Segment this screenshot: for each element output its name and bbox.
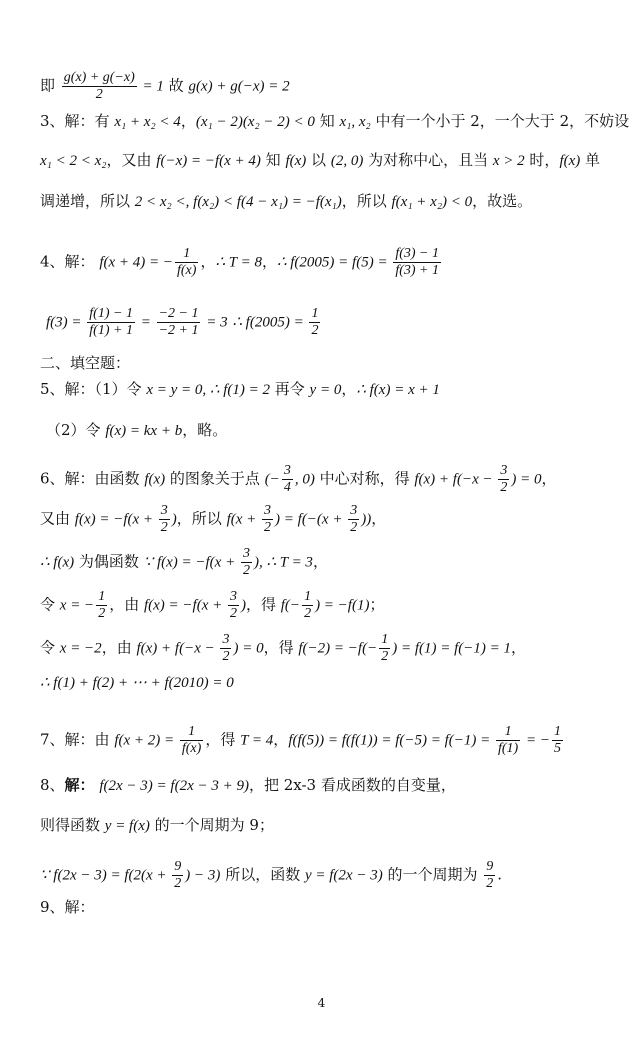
text-run: 的一个周期为 [382,865,483,884]
fraction-numerator: 1 [180,724,203,741]
fraction-numerator: 3 [498,463,509,480]
math-expression: ) = 0 [233,640,264,657]
math-expression: ∴ T = 8 [215,254,262,271]
fraction-numerator: 1 [96,589,107,606]
fraction-denominator: −2 + 1 [158,323,199,339]
math-expression: f(−2) = −f(− [298,640,378,657]
text-run: ， [312,552,328,571]
text-run: . [497,865,503,884]
text-run: ，得 [205,730,241,749]
text-run: ，把 2x-3 看成函数的自变量， [248,776,456,794]
math-expression: T = 4 [240,732,274,749]
math-expression: (x₁ − 2)(x₂ − 2) < 0 [195,114,315,130]
text-run: ， [200,252,216,271]
math-expression: (2, 0) [330,153,364,169]
fraction-numerator: 9 [484,859,495,876]
text-run: （2）令 [46,421,106,439]
text-run: 3、解：有 [40,112,115,130]
text-run: 知 [260,151,286,169]
fraction [87,306,135,339]
math-expression: f(x + [226,511,261,528]
fraction [309,306,320,339]
text-run: ，又由 [106,151,157,169]
fraction-denominator: f(1) [498,741,519,757]
fraction [484,859,495,892]
text-line [40,192,623,211]
math-expression: ), ∴ T = 3 [253,554,313,571]
fraction [302,589,313,622]
text-run: 知 [314,112,340,130]
math-expression: f(x) + f(−x − [414,471,497,488]
fraction-denominator: 2 [95,87,103,103]
text-run: 为对称中心，且当 [363,151,493,169]
text-run: 再令 [270,380,310,398]
text-run: ， [541,469,557,488]
fraction [393,246,441,279]
text-run: ， [180,112,196,130]
text-line [40,246,623,279]
fraction-numerator: 1 [175,246,198,263]
math-expression: f(−x) = −f(x + 4) [156,153,261,169]
fraction [498,463,509,496]
fraction-numerator: 1 [302,589,313,606]
fraction-numerator: f(1) − 1 [87,306,135,323]
math-expression: (− [264,471,280,488]
fraction-denominator: f(x) [181,741,202,757]
fraction [175,246,198,279]
text-line [40,776,623,795]
math-expression: , 0) [294,471,315,488]
math-expression: ∵ f(x) = −f(x + [143,554,239,571]
math-expression: f(− [280,597,301,614]
text-run: 8、 [40,776,65,794]
fraction-numerator: 3 [241,546,252,563]
fraction-denominator: 2 [222,649,230,665]
math-expression: ) = −f(1) [315,597,370,614]
math-expression: x₁, x₂ [339,114,371,130]
page-number: 4 [317,996,326,1010]
fraction-numerator: 3 [282,463,293,480]
fraction [228,589,239,622]
text-line [40,151,623,170]
text-line [40,589,623,622]
fraction-numerator: 3 [228,589,239,606]
math-expression: y = f(2x − 3) [304,867,383,884]
text-run: 单 [580,151,601,169]
text-run: ，所以 [341,192,392,210]
math-expression: = [136,314,155,331]
text-run: 解： [64,776,95,794]
math-expression: = 1 [138,78,164,95]
fraction-denominator: 2 [500,480,508,496]
fraction [241,546,252,579]
fraction-denominator: 2 [350,520,358,536]
text-line [40,70,623,103]
text-line [40,354,623,372]
math-expression: f(x) [144,471,166,488]
fraction-numerator: 1 [496,724,520,741]
fraction [348,503,359,536]
fraction-denominator: 2 [98,606,106,622]
text-run: ， [261,252,277,271]
text-run: 9、解： [40,898,95,916]
math-expression: x₁ + x₂ < 4 [114,114,181,130]
math-expression: f(x₁ + x₂) < 0 [391,194,473,210]
text-run: ， [371,509,387,528]
text-run: 中心对称，得 [314,469,415,488]
fraction-numerator: f(3) − 1 [393,246,441,263]
text-run: 时， [524,151,560,169]
math-expression: f(x + 4) = − [99,254,173,271]
fraction-denominator: 2 [311,323,319,339]
fraction [172,859,183,892]
text-run: 中有一个小于 2，一个大于 2，不妨设 [370,112,630,130]
text-run: ，故选。 [472,192,533,210]
text-run: 调递增，所以 [40,192,135,210]
fraction-numerator: g(x) + g(−x) [62,70,137,87]
fraction-denominator: 5 [553,741,561,757]
text-run: 又由 [40,509,75,528]
text-run: 以 [306,151,331,169]
math-expression: )) [361,511,372,528]
fraction-denominator: 2 [264,520,272,536]
math-expression: f(x) = kx + b [105,423,183,439]
text-run: ， [511,638,527,657]
text-line [40,503,623,536]
math-expression: f(3) = [46,314,86,331]
text-run: 6、解：由函数 [40,469,145,488]
math-expression: ) [240,597,246,614]
text-run: 的图象关于点 [165,469,265,488]
text-run: 即 [40,76,60,95]
math-expression: x = −2 [59,640,102,657]
math-expression: ∴ f(2005) = [232,314,308,331]
math-expression: f(x) = −f(x + [143,597,226,614]
math-expression: x = y = 0, ∴ f(1) = 2 [146,382,270,398]
fraction-denominator: 2 [381,649,389,665]
text-run: ，由 [101,638,137,657]
fraction [96,589,107,622]
text-run: ， [273,730,289,749]
math-expression: ) = f(1) = f(−1) = 1 [392,640,512,657]
math-expression: f(x) + f(−x − [136,640,219,657]
text-line [40,816,623,835]
text-run: 5、解：（1）令 [40,380,147,398]
math-expression: f(x + 2) = [114,732,178,749]
fraction-denominator: 2 [304,606,312,622]
math-expression: 2 < x₂ <, f(x₂) < f(4 − x₁) = −f(x₁) [134,194,342,210]
math-expression: ∴ f(1) + f(2) + ⋯ + f(2010) = 0 [40,675,234,691]
fraction-numerator: −2 − 1 [157,306,201,323]
text-run: 故 [163,76,189,95]
text-run: ，略。 [182,421,228,439]
fraction [282,463,293,496]
text-run: ； [369,595,385,614]
fraction-denominator: f(x) [177,263,197,279]
math-expression: y = f(x) [104,818,150,834]
text-run: ， [341,380,357,398]
math-expression: x > 2 [492,153,525,169]
fraction [157,306,201,339]
fraction-numerator: 1 [379,632,390,649]
fraction-denominator: 4 [283,480,291,496]
text-run: 二、填空题： [40,354,131,372]
text-line [40,380,623,399]
text-run: 4、解： [40,252,100,271]
math-expression: ) [171,511,177,528]
text-line [40,898,623,916]
fraction-numerator: 3 [348,503,359,520]
math-expression: = − [522,732,550,749]
fraction [159,503,170,536]
fraction [552,724,563,757]
math-expression: g(x) + g(−x) = 2 [188,78,290,95]
fraction-denominator: f(1) + 1 [89,323,133,339]
text-run: 7、解：由 [40,730,115,749]
math-expression: ∴ f(x) [40,554,75,571]
fraction-numerator: 3 [220,632,231,649]
math-expression: y = 0 [309,382,342,398]
fraction-numerator: 3 [159,503,170,520]
text-run: ，得 [263,638,299,657]
fraction-denominator: 2 [160,520,168,536]
fraction [379,632,390,665]
text-run: 为偶函数 [74,552,144,571]
math-expression: f(x) [559,153,581,169]
text-line [40,724,623,757]
text-line [40,859,623,892]
math-expression: f(x) = −f(x + [74,511,157,528]
text-run: 所以，函数 [220,865,305,884]
fraction [220,632,231,665]
math-expression: f(x) [285,153,307,169]
math-expression: ) − 3) [185,867,221,884]
math-expression: ) = f(−(x + [275,511,347,528]
fraction-denominator: 2 [229,606,237,622]
text-run: 令 [40,638,60,657]
text-run: 则得函数 [40,816,105,834]
fraction [180,724,203,757]
math-expression: ∴ f(x) = x + 1 [356,382,440,398]
text-run: ，所以 [176,509,227,528]
text-line [40,112,630,131]
fraction-numerator: 9 [172,859,183,876]
fraction [496,724,520,757]
fraction-numerator: 3 [262,503,273,520]
math-expression: ∴ f(2005) = f(5) = [276,254,392,271]
text-line [46,306,623,339]
math-expression: ) = 0 [511,471,542,488]
fraction-denominator: 2 [486,876,494,892]
text-line [46,421,623,440]
text-run: ，得 [245,595,281,614]
text-run: ，由 [109,595,144,614]
fraction [262,503,273,536]
math-expression: ∵ f(2x − 3) = f(2(x + [40,867,171,884]
fraction-numerator: 1 [552,724,563,741]
text-line [40,632,623,665]
text-run: 令 [40,595,60,614]
text-run: 的一个周期为 9； [149,816,274,834]
math-expression: x₁ < 2 < x₂ [40,153,107,169]
text-line [40,463,623,496]
math-expression: f(f(5)) = f(f(1)) = f(−5) = f(−1) = [288,732,494,749]
fraction-denominator: 2 [242,563,250,579]
math-expression: x = − [59,597,95,614]
fraction-denominator: f(3) + 1 [395,263,439,279]
math-expression: = 3 [202,314,228,331]
text-line [40,673,623,692]
math-expression: f(2x − 3) = f(2x − 3 + 9) [99,778,249,794]
text-line [40,546,623,579]
fraction-denominator: 2 [174,876,182,892]
fraction [62,70,137,103]
fraction-numerator: 1 [309,306,320,323]
